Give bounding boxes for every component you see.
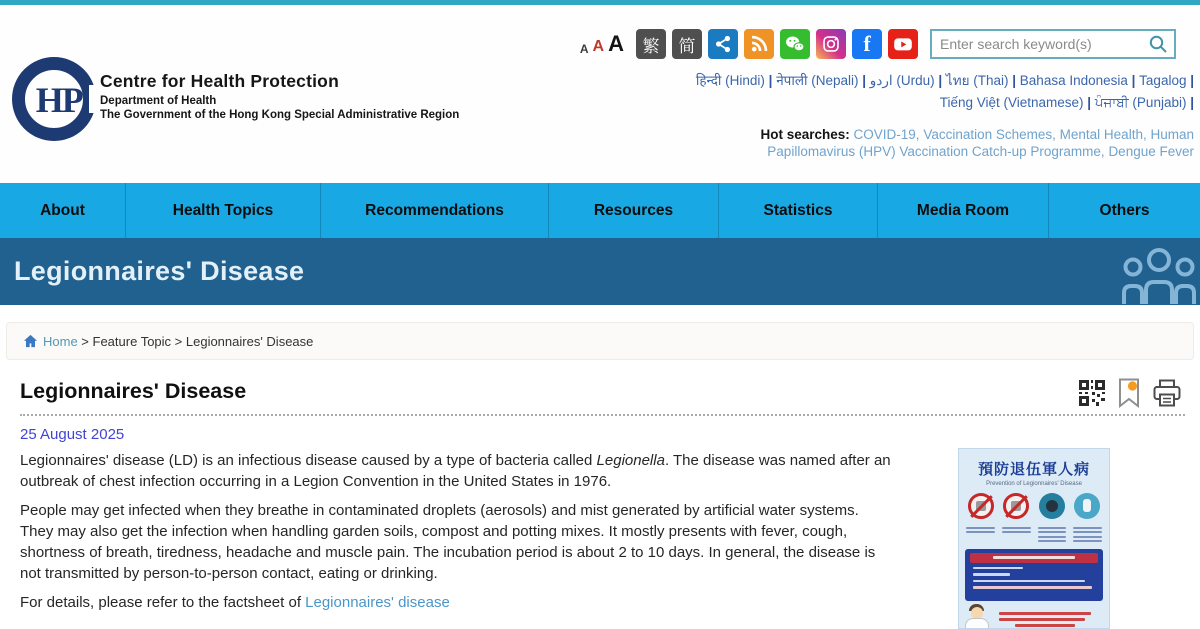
instagram-icon[interactable] (816, 29, 846, 59)
factsheet-link[interactable]: Legionnaires' disease (305, 594, 450, 611)
hot-search-link-separator: , (1052, 127, 1060, 142)
hot-search-link[interactable]: Vaccination Schemes (923, 127, 1053, 142)
nav-item[interactable]: Statistics (718, 183, 877, 238)
nav-item[interactable]: About (40, 201, 85, 219)
breadcrumb (6, 322, 1194, 360)
poster-circle-icon (1074, 493, 1100, 519)
nav-item[interactable]: Health Topics (125, 183, 320, 238)
font-size-large-button[interactable]: A (608, 31, 624, 56)
org-government: The Government of the Hong Kong Special Administrative Region (100, 109, 460, 121)
language-link-separator: | (1127, 73, 1140, 88)
traditional-chinese-button[interactable]: 繁 (636, 29, 666, 59)
language-link[interactable]: Bahasa Indonesia (1019, 73, 1128, 88)
share-icon[interactable] (708, 29, 738, 59)
paragraph-intro (20, 450, 894, 492)
hot-search-link-separator: , (1100, 144, 1109, 159)
legionella-italic: Legionella (596, 452, 665, 469)
org-department: Department of Health (100, 95, 217, 107)
poster-circle-icon (1039, 493, 1065, 519)
language-link-separator: | (1186, 95, 1194, 110)
nav-item[interactable]: Media Room (877, 183, 1048, 238)
breadcrumb-home-link[interactable]: Home (43, 333, 78, 349)
search-icon (1148, 34, 1168, 54)
hot-searches-label: Hot searches: (760, 127, 850, 142)
poster-bottom-section (959, 604, 1109, 629)
hot-search-link-separator: , (1142, 127, 1151, 142)
language-link-separator: | (1008, 73, 1020, 88)
main-navigation (0, 183, 1200, 238)
wechat-icon[interactable] (780, 29, 810, 59)
language-link[interactable]: Tagalog (1139, 73, 1187, 88)
language-links-line2 (696, 92, 1194, 114)
heading-divider (20, 414, 1185, 416)
poster-subtitle: Prevention of Legionnaires' Disease (986, 481, 1082, 487)
language-link[interactable]: ไทย (Thai) (945, 73, 1009, 88)
people-group-icon (1121, 246, 1197, 305)
hot-search-link[interactable]: COVID-19 (853, 127, 916, 142)
hot-search-link-separator: , (915, 127, 924, 142)
page-action-icons (1077, 378, 1183, 408)
paragraph-intro-text: Legionnaires' disease (LD) is an infectious disease caused by a type of bacteria called (20, 452, 597, 469)
poster-title: 預防退伍軍人病 (977, 461, 1090, 478)
language-link[interactable]: اردو (Urdu) (869, 73, 935, 88)
language-link-separator: | (934, 73, 946, 88)
org-title: Centre for Health Protection (100, 71, 339, 91)
paragraph-transmission: People may get infected when they breathe in contaminated droplets (aerosols) and mist generated by artificial water systems. They may also get the infection when handling garden soils, compost and potting mixes. It mostly presents with fever, cough, shortness of breath, tiredness, headache and muscle pain. The incubation period is about 2 to 10 days. In general, the disease is not transmitted by person-to-person contact, eating or drinking. (20, 502, 876, 582)
search-input[interactable] (932, 36, 1148, 52)
language-links (696, 70, 1194, 114)
bookmark-icon[interactable] (1116, 378, 1142, 408)
language-link-separator: | (858, 73, 870, 88)
chp-logo[interactable] (12, 57, 100, 145)
language-link-separator: | (1186, 73, 1194, 88)
breadcrumb-items (78, 334, 314, 349)
nav-item[interactable]: Recommendations (320, 183, 548, 238)
header (0, 5, 1200, 183)
qr-code-icon[interactable] (1077, 378, 1107, 408)
nav-item[interactable]: Resources (548, 183, 718, 238)
breadcrumb-item-separator: > (171, 333, 186, 349)
language-link-separator: | (1083, 95, 1095, 110)
hot-search-link[interactable]: Human Papillomavirus (HPV) Vaccination Catch-up Programme (767, 127, 1194, 159)
header-toolbar (580, 28, 1176, 60)
content-heading: Legionnaires' Disease (20, 379, 247, 403)
search-box (930, 29, 1176, 59)
youtube-icon[interactable] (888, 29, 918, 59)
prohibition-icon (1003, 493, 1029, 519)
hot-searches (734, 126, 1194, 160)
simplified-chinese-button[interactable]: 简 (672, 29, 702, 59)
poster-info-panel (965, 549, 1103, 601)
poster-icon-row (959, 493, 1109, 519)
language-link[interactable]: नेपाली (Nepali) (776, 73, 859, 88)
language-link[interactable]: हिन्दी (Hindi) (695, 73, 765, 88)
language-link[interactable]: Tiếng Việt (Vietnamese) (939, 95, 1084, 110)
facebook-icon[interactable]: f (852, 29, 882, 59)
font-size-small-button[interactable]: A (579, 42, 589, 56)
factsheet-text: For details, please refer to the factsheet of (20, 594, 306, 611)
breadcrumb-item-separator: > (77, 333, 93, 349)
poster-panel-header (970, 553, 1098, 563)
font-size-medium-button[interactable]: A (592, 38, 605, 55)
home-icon[interactable] (23, 334, 38, 348)
language-link[interactable]: ਪੰਜਾਬੀ (Punjabi) (1094, 95, 1187, 110)
prohibition-icon (968, 493, 994, 519)
org-identity (100, 71, 459, 121)
hot-search-link[interactable]: Mental Health (1059, 127, 1143, 142)
banner-title: Legionnaires' Disease (14, 255, 305, 286)
hot-search-link[interactable]: Dengue Fever (1108, 144, 1194, 159)
poster-caption-lines (959, 519, 1109, 545)
prevention-poster[interactable] (958, 448, 1110, 629)
chp-logo-monogram: HP (35, 80, 82, 121)
search-submit-button[interactable] (1148, 34, 1174, 54)
page-title-banner (0, 238, 1200, 305)
language-links-line1 (696, 70, 1194, 92)
print-icon[interactable] (1151, 378, 1183, 408)
nav-item[interactable]: Others (1048, 183, 1200, 238)
breadcrumb-item[interactable]: Legionnaires' Disease (185, 333, 314, 349)
paragraph-intro-text-after: . The disease was named after an outbreak of chest infection occurring in a Legion Convention in the United States in 1976. (20, 452, 891, 490)
paragraph-factsheet (20, 592, 894, 613)
font-size-controls (580, 33, 624, 55)
publish-date: 25 August 2025 (20, 426, 125, 443)
poster-red-text-lines (999, 609, 1091, 629)
rss-icon[interactable] (744, 29, 774, 59)
language-link-separator: | (764, 73, 777, 88)
breadcrumb-item[interactable]: Feature Topic (92, 333, 172, 349)
